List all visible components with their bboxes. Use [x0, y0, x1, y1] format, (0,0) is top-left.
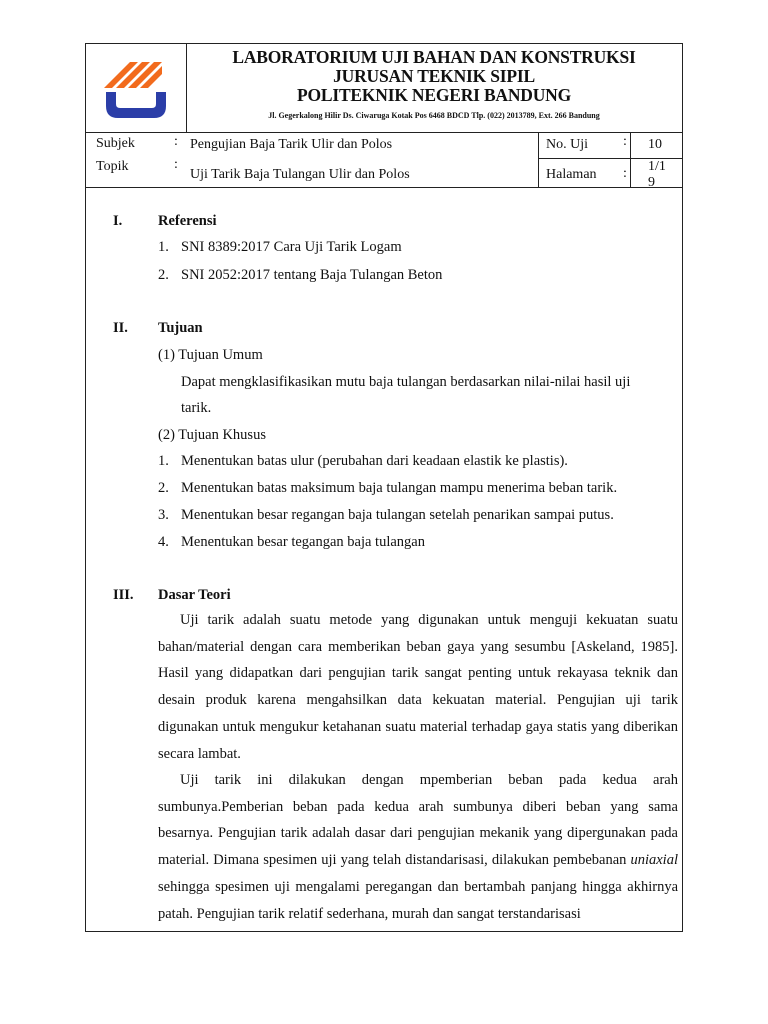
address: Jl. Gegerkalong Hilir Ds. Ciwaruga Kotak Pos 6468 BDCD Tlp. (022) 2013789, Ext. 266 Bandung — [268, 111, 600, 120]
paragraph-line: tarik. — [181, 400, 212, 416]
subheading: (1) Tujuan Umum — [158, 347, 263, 363]
list-number: 3. — [158, 507, 169, 523]
halaman-value — [648, 159, 666, 191]
meta-divider — [538, 132, 539, 187]
section-number: III. — [113, 587, 134, 603]
colon: : — [174, 157, 178, 172]
paragraph-line: Dapat mengklasifikasikan mutu baja tulangan berdasarkan nilai-nilai hasil uji — [181, 374, 631, 390]
halaman-label: Halaman — [546, 167, 597, 182]
no-uji-label: No. Uji — [546, 137, 588, 152]
lab-title — [186, 48, 682, 105]
section-heading: Tujuan — [158, 320, 203, 336]
section-number: I. — [113, 213, 123, 229]
section-heading: Dasar Teori — [158, 587, 231, 603]
colon: : — [623, 134, 627, 149]
colon: : — [623, 166, 627, 181]
topik-label: Topik — [96, 159, 129, 174]
topik-value: Uji Tarik Baja Tulangan Ulir dan Polos — [190, 167, 410, 182]
list-item: Menentukan batas maksimum baja tulangan mampu menerima beban tarik. — [181, 480, 618, 496]
polban-logo-icon — [100, 54, 172, 122]
subjek-label: Subjek — [96, 136, 135, 151]
no-uji-value: 10 — [648, 137, 662, 152]
list-number: 2. — [158, 480, 169, 496]
letterhead — [86, 44, 682, 133]
halaman-value-line: 1/1 — [648, 159, 666, 174]
paragraph: Uji tarik adalah suatu metode yang digunakan untuk menguji kekuatan suatu bahan/material dengan cara memberikan beban gaya yang sesumbu [Askeland, 1985]. Hasil yang didapatkan dari pengujian tarik sangat penting untuk rekayasa teknik dan desain produk karena mengahsilkan data kekuatan material. Pengujian uji tarik digunakan untuk mengukur ketahanan suatu material terhadap gaya statis yang diberikan secara lambat. — [158, 612, 678, 762]
section-number: II. — [113, 320, 128, 336]
list-item: SNI 8389:2017 Cara Uji Tarik Logam — [181, 239, 402, 255]
paragraph-text: sehingga spesimen uji mengalami peregangan dan bertambah panjang hingga akhirnya patah. Pengujian tarik relatif sederhana, murah dan sangat terstandarisasi — [158, 878, 678, 922]
list-number: 1. — [158, 239, 169, 255]
list-number: 1. — [158, 453, 169, 469]
subjek-value: Pengujian Baja Tarik Ulir dan Polos — [190, 137, 393, 152]
list-number: 4. — [158, 534, 169, 550]
list-number: 2. — [158, 267, 169, 283]
lab-title-line: LABORATORIUM UJI BAHAN DAN KONSTRUKSI — [232, 47, 636, 67]
lab-title-line: POLITEKNIK NEGERI BANDUNG — [296, 85, 572, 105]
paragraph-text: Uji tarik ini dilakukan dengan mpemberian beban pada kedua arah sumbunya.Pemberian beban pada kedua arah sumbunya diberi beban yang sama besarnya. Pengujian tarik adalah dasar dari pengujian mekanik yang dipergunakan pada material. Dimana spesimen uji yang telah distandarisasi, dilakukan pembebanan — [158, 772, 678, 869]
colon: : — [174, 134, 178, 149]
list-item: Menentukan batas ulur (perubahan dari keadaan elastik ke plastis). — [181, 453, 568, 469]
list-item: Menentukan besar tegangan baja tulangan — [181, 534, 425, 550]
logo-cell — [86, 44, 187, 132]
paragraph — [158, 767, 678, 927]
list-item: Menentukan besar regangan baja tulangan setelah penarikan sampai putus. — [181, 507, 614, 523]
subheading: (2) Tujuan Khusus — [158, 427, 266, 443]
list-item: SNI 2052:2017 tentang Baja Tulangan Beton — [181, 267, 443, 283]
section-heading: Referensi — [158, 213, 217, 229]
meta-divider — [630, 132, 631, 187]
lab-title-line: JURUSAN TEKNIK SIPIL — [333, 66, 535, 86]
meta-table — [86, 132, 682, 188]
italic-term: uniaxial — [630, 852, 678, 869]
halaman-value-line: 9 — [648, 175, 655, 190]
